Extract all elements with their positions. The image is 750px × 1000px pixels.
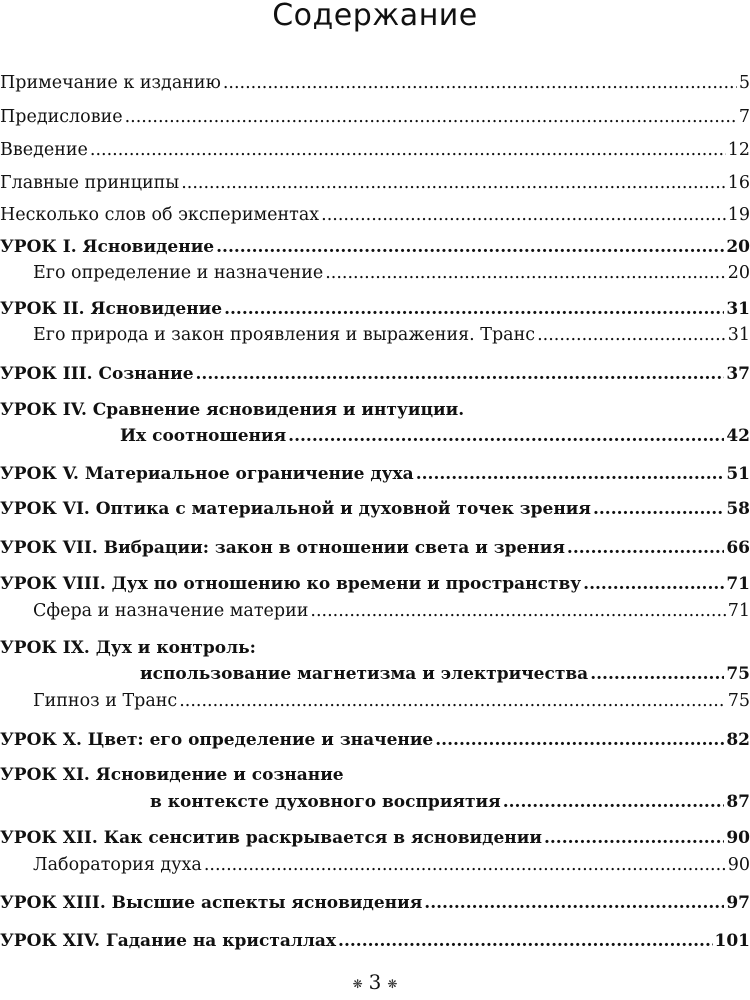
leader-dots	[181, 170, 726, 196]
leader-dots	[583, 571, 724, 597]
toc-label: Главные принципы	[0, 173, 180, 193]
toc-label: УРОК XIV. Гадание на кристаллах	[0, 931, 337, 951]
toc-page-number: 16	[727, 173, 750, 193]
toc-label: УРОК XIII. Высшие аспекты ясновидения	[0, 893, 423, 913]
toc-label: Гипноз и Транс	[33, 691, 178, 711]
toc-label: УРОК I. Ясновидение	[0, 237, 215, 257]
leader-dots	[179, 688, 725, 714]
toc-page-number: 101	[714, 931, 750, 951]
page-title: Содержание	[272, 0, 478, 33]
toc-entry-lesson-5[interactable]	[0, 461, 750, 487]
toc-page-number: 37	[726, 364, 750, 384]
leader-dots	[435, 727, 724, 753]
toc-label: Введение	[0, 140, 88, 160]
toc-label: использование магнетизма и электричества	[140, 664, 589, 684]
toc-page-number: 5	[738, 73, 750, 93]
toc-entry-lesson-8[interactable]	[0, 571, 750, 597]
leader-dots	[288, 423, 724, 449]
toc-entry-lesson-9-head: УРОК IX. Дух и контроль:	[0, 638, 256, 658]
toc-entry-lesson-8-sub[interactable]	[0, 598, 750, 624]
toc-entry-lesson-4-head: УРОК IV. Сравнение ясновидения и интуиции.	[0, 400, 465, 420]
leader-dots	[338, 928, 712, 954]
toc-label: УРОК V. Материальное ограничение духа	[0, 464, 414, 484]
toc-label: Его определение и назначение	[33, 263, 324, 283]
toc-page-number: 97	[726, 893, 750, 913]
leader-dots	[224, 296, 724, 322]
leader-dots	[321, 202, 726, 228]
toc-label: УРОК VI. Оптика с материальной и духовной точек зрения	[0, 499, 591, 519]
toc-entry-lesson-7[interactable]	[0, 535, 750, 561]
toc-label: УРОК XII. Как сенситив раскрывается в ясновидении	[0, 828, 542, 848]
toc-label: Его природа и закон проявления и выражения. Транс	[33, 325, 536, 345]
toc-entry-lesson-11[interactable]	[0, 789, 750, 815]
toc-page-number: 87	[726, 792, 750, 812]
page-number: 3	[368, 970, 382, 994]
toc-label: УРОК III. Сознание	[0, 364, 194, 384]
toc-page-number: 66	[726, 538, 750, 558]
toc-entry-lesson-6[interactable]	[0, 496, 750, 522]
toc-page-number: 19	[727, 205, 750, 225]
leader-dots	[593, 496, 724, 522]
toc-page-number: 71	[727, 601, 750, 621]
leader-dots	[196, 361, 725, 387]
toc-label: в контексте духовного восприятия	[150, 792, 501, 812]
toc-entry-lesson-9-sub[interactable]	[0, 688, 750, 714]
toc-entry-note[interactable]	[0, 70, 750, 96]
leader-dots	[310, 598, 725, 624]
leader-dots	[590, 661, 724, 687]
toc-page-number: 75	[727, 691, 750, 711]
toc-entry-experiments[interactable]	[0, 202, 750, 228]
toc-entry-preface[interactable]	[0, 104, 750, 130]
toc-label: Лаборатория духа	[33, 855, 202, 875]
leader-dots	[223, 70, 737, 96]
toc-entry-lesson-1[interactable]	[0, 234, 750, 260]
toc-entry-principles[interactable]	[0, 170, 750, 196]
toc-page-number: 82	[726, 730, 750, 750]
toc-entry-lesson-2-sub[interactable]	[0, 322, 750, 348]
toc-label: Предисловие	[0, 107, 123, 127]
toc-page-number: 31	[726, 299, 750, 319]
leader-dots	[503, 789, 725, 815]
toc-entry-lesson-12-sub[interactable]	[0, 852, 750, 878]
toc-page-number: 31	[727, 325, 750, 345]
leader-dots	[416, 461, 725, 487]
toc-label: УРОК X. Цвет: его определение и значение	[0, 730, 434, 750]
toc-entry-lesson-14[interactable]	[0, 928, 750, 954]
toc-label: УРОК VII. Вибрации: закон в отношении света и зрения	[0, 538, 565, 558]
toc-entry-lesson-10[interactable]	[0, 727, 750, 753]
toc-entry-lesson-3[interactable]	[0, 361, 750, 387]
toc-page-number: 7	[738, 107, 750, 127]
leader-dots	[567, 535, 724, 561]
leader-dots	[90, 137, 726, 163]
toc-label: Несколько слов об экспериментах	[0, 205, 320, 225]
toc-page-number: 75	[726, 664, 750, 684]
leader-dots	[204, 852, 726, 878]
toc-page-number: 12	[727, 140, 750, 160]
toc-page-number: 90	[727, 855, 750, 875]
leader-dots	[325, 260, 725, 286]
toc-label: УРОК VIII. Дух по отношению ко времени и пространству	[0, 574, 582, 594]
toc-entry-lesson-2[interactable]	[0, 296, 750, 322]
toc-label: Сфера и назначение материи	[33, 601, 309, 621]
ornament-right-icon: ❋	[387, 976, 398, 991]
toc-page-number: 90	[726, 828, 750, 848]
toc-entry-lesson-1-sub[interactable]	[0, 260, 750, 286]
toc-entry-intro[interactable]	[0, 137, 750, 163]
toc-entry-lesson-13[interactable]	[0, 890, 750, 916]
leader-dots	[424, 890, 724, 916]
toc-page-number: 20	[727, 263, 750, 283]
toc-page-number: 71	[726, 574, 750, 594]
toc-entry-lesson-11-head: УРОК XI. Ясновидение и сознание	[0, 765, 344, 785]
toc-entry-lesson-12[interactable]	[0, 825, 750, 851]
ornament-left-icon: ❋	[352, 976, 363, 991]
toc-entry-lesson-4[interactable]	[0, 423, 750, 449]
leader-dots	[537, 322, 726, 348]
leader-dots	[125, 104, 737, 130]
toc-label: Их соотношения	[120, 426, 287, 446]
toc-page-number: 58	[726, 499, 750, 519]
page-footer	[0, 968, 750, 998]
toc-page-number: 20	[726, 237, 750, 257]
toc-label: УРОК II. Ясновидение	[0, 299, 223, 319]
toc-entry-lesson-9[interactable]	[0, 661, 750, 687]
leader-dots	[216, 234, 724, 260]
toc-label: Примечание к изданию	[0, 73, 221, 93]
toc-page-number: 42	[726, 426, 750, 446]
leader-dots	[544, 825, 724, 851]
toc-page-number: 51	[726, 464, 750, 484]
